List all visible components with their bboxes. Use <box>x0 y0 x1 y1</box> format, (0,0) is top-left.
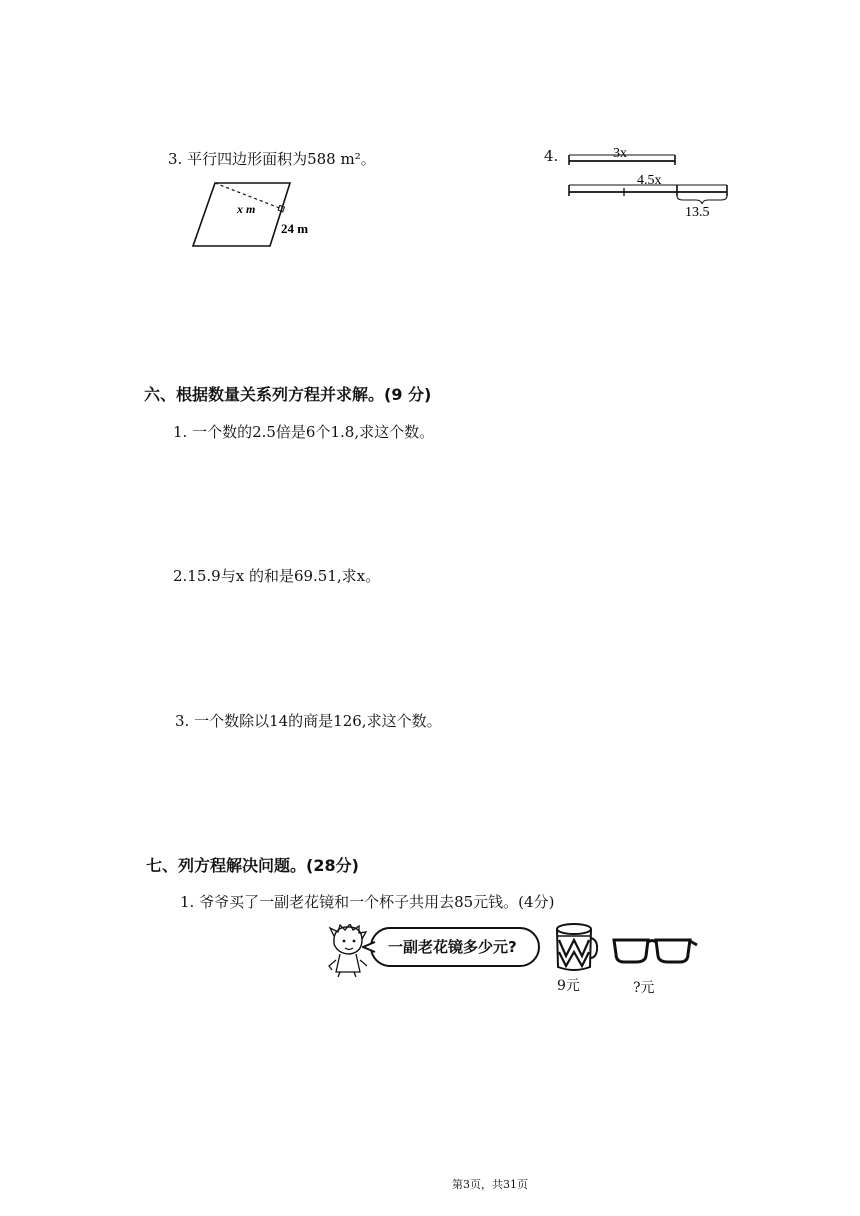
label-13-5: 13.5 <box>685 205 710 220</box>
label-4-5x: 4.5x <box>637 173 662 188</box>
section7-title: 七、列方程解决问题。(28分) <box>146 856 359 875</box>
bubble-tail <box>362 941 376 953</box>
page-number: 第3页，共31页 <box>452 1178 528 1191</box>
label-side: 24 m <box>281 221 309 236</box>
bubble-text: 一副老花镜多少元? <box>388 938 517 956</box>
s6-item-1: 1. 一个数的2.5倍是6个1.8,求这个数。 <box>173 423 435 441</box>
s7-item-1: 1. 爷爷买了一副老花镜和一个杯子共用去85元钱。(4分) <box>180 893 555 911</box>
section6-title: 六、根据数量关系列方程并求解。(9 分) <box>144 385 432 404</box>
q3-text: 3. 平行四边形面积为588 m²。 <box>168 150 376 168</box>
glasses-icon <box>612 934 698 968</box>
s6-item-3: 3. 一个数除以14的商是126,求这个数。 <box>175 712 442 730</box>
q4-number: 4. <box>544 147 559 165</box>
cup-price: 9元 <box>557 978 580 994</box>
lower-brace <box>677 196 727 204</box>
cup-icon <box>552 922 598 974</box>
segment-diagram <box>565 143 735 223</box>
parallelogram-figure <box>185 178 325 253</box>
s6-item-2: 2.15.9与x 的和是69.51,求x。 <box>173 567 381 585</box>
glasses-price: ?元 <box>633 980 655 996</box>
label-3x: 3x <box>613 146 627 161</box>
label-x: x m <box>237 202 256 216</box>
